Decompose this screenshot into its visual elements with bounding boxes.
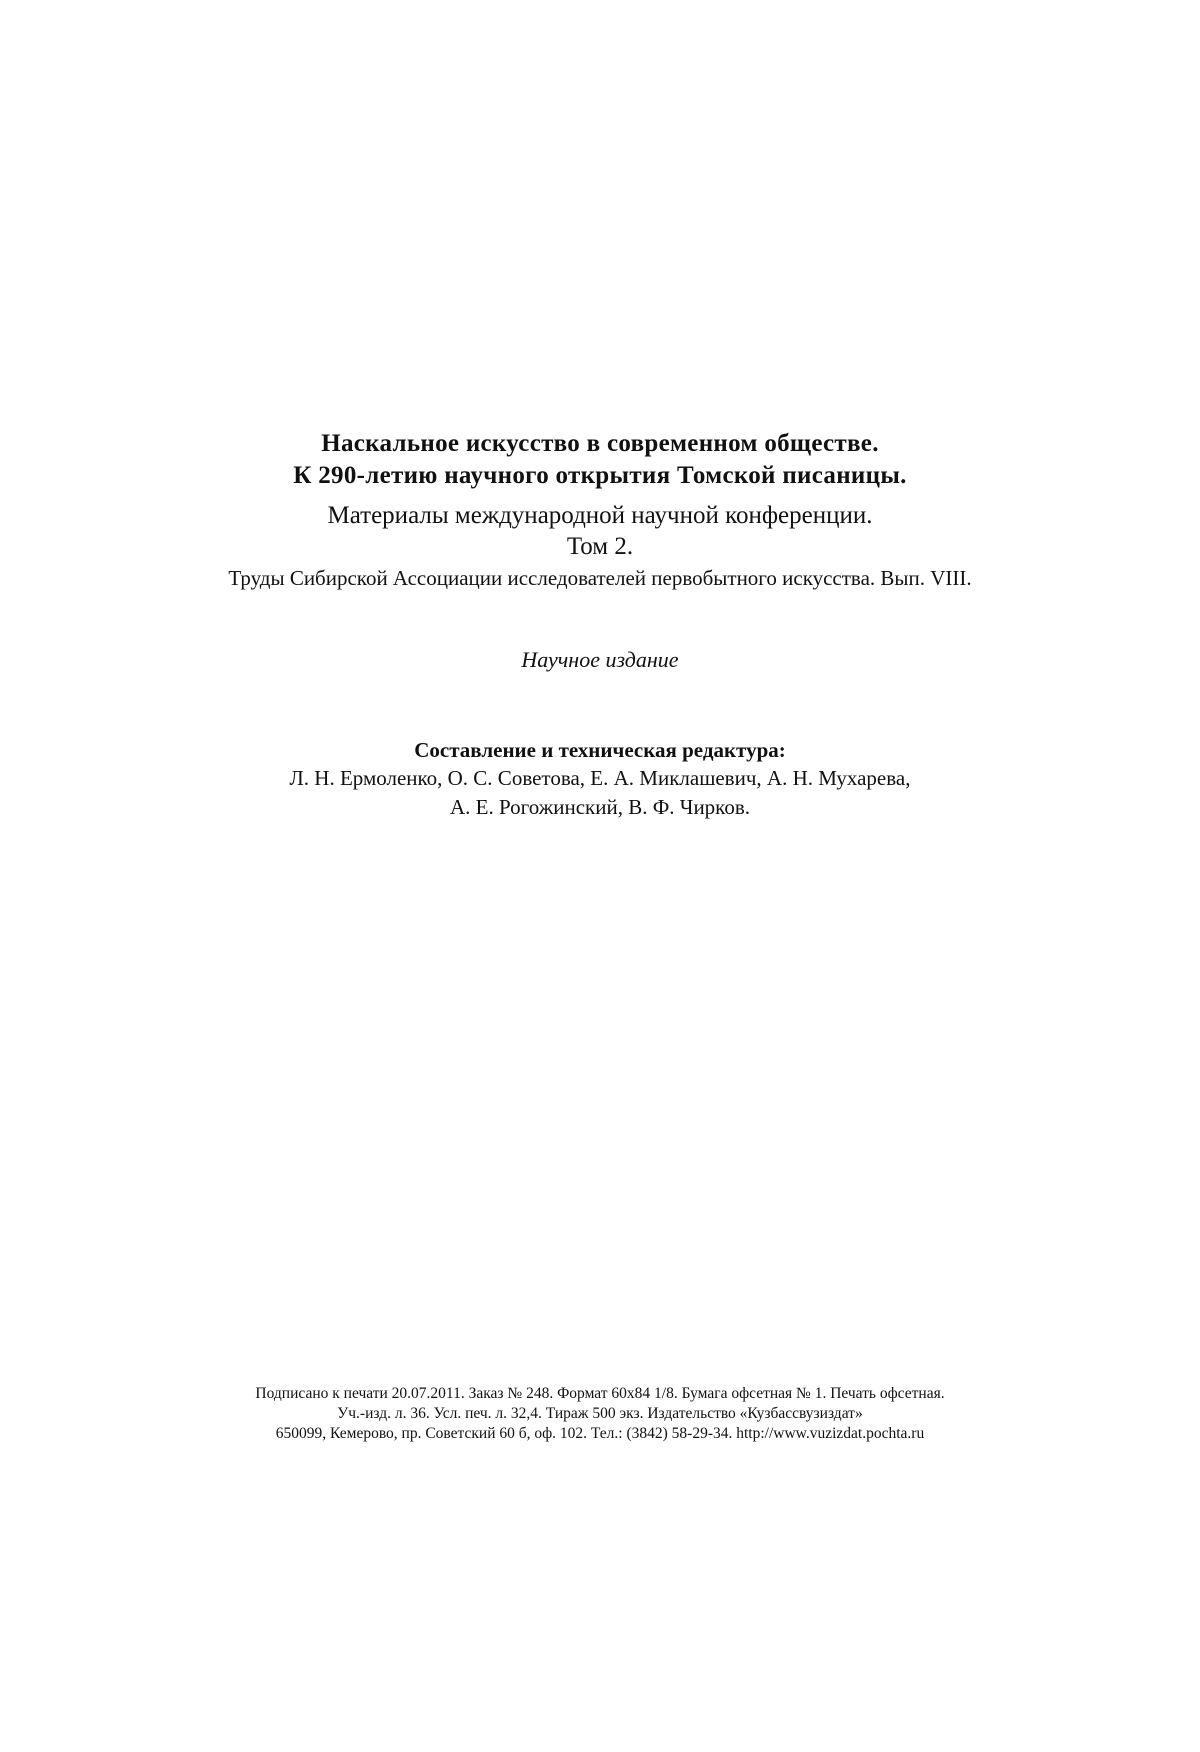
editors-names-line-2: А. Е. Рогожинский, В. Ф. Чирков. [450, 795, 750, 819]
publication-type [0, 646, 1200, 674]
imprint-line-1: Подписано к печати 20.07.2011. Заказ № 248. Формат 60х84 1/8. Бумага офсетная № 1. Печать офсетная. [255, 1385, 945, 1402]
imprint-line-3: 650099, Кемерово, пр. Советский 60 б, оф. 102. Тел.: (3842) 58-29-34. http://www.vuzizdat.pochta.ru [275, 1425, 925, 1442]
series-line: Труды Сибирской Ассоциации исследователей первобытного искусства. Вып. VIII. [228, 566, 972, 590]
publication-type-label: Научное издание [521, 647, 679, 672]
book-subtitle [0, 500, 1200, 562]
editors-block [0, 736, 1200, 822]
title-line-2: К 290-летию научного открытия Томской писаницы. [293, 462, 907, 489]
book-title [0, 428, 1200, 492]
editors-heading: Составление и техническая редактура: [414, 738, 786, 762]
materials-line: Материалы международной научной конференции. [327, 502, 873, 529]
imprint-block [0, 1384, 1200, 1444]
series-line-block [0, 564, 1200, 592]
title-line-1: Наскальное искусство в современном обществе. [321, 430, 879, 457]
imprint-line-2: Уч.-изд. л. 36. Усл. печ. л. 32,4. Тираж 500 экз. Издательство «Кузбассвузиздат» [337, 1405, 863, 1422]
volume-line: Том 2. [566, 533, 634, 560]
editors-names-line-1: Л. Н. Ермоленко, О. С. Советова, Е. А. Миклашевич, А. Н. Мухарева, [289, 766, 911, 790]
